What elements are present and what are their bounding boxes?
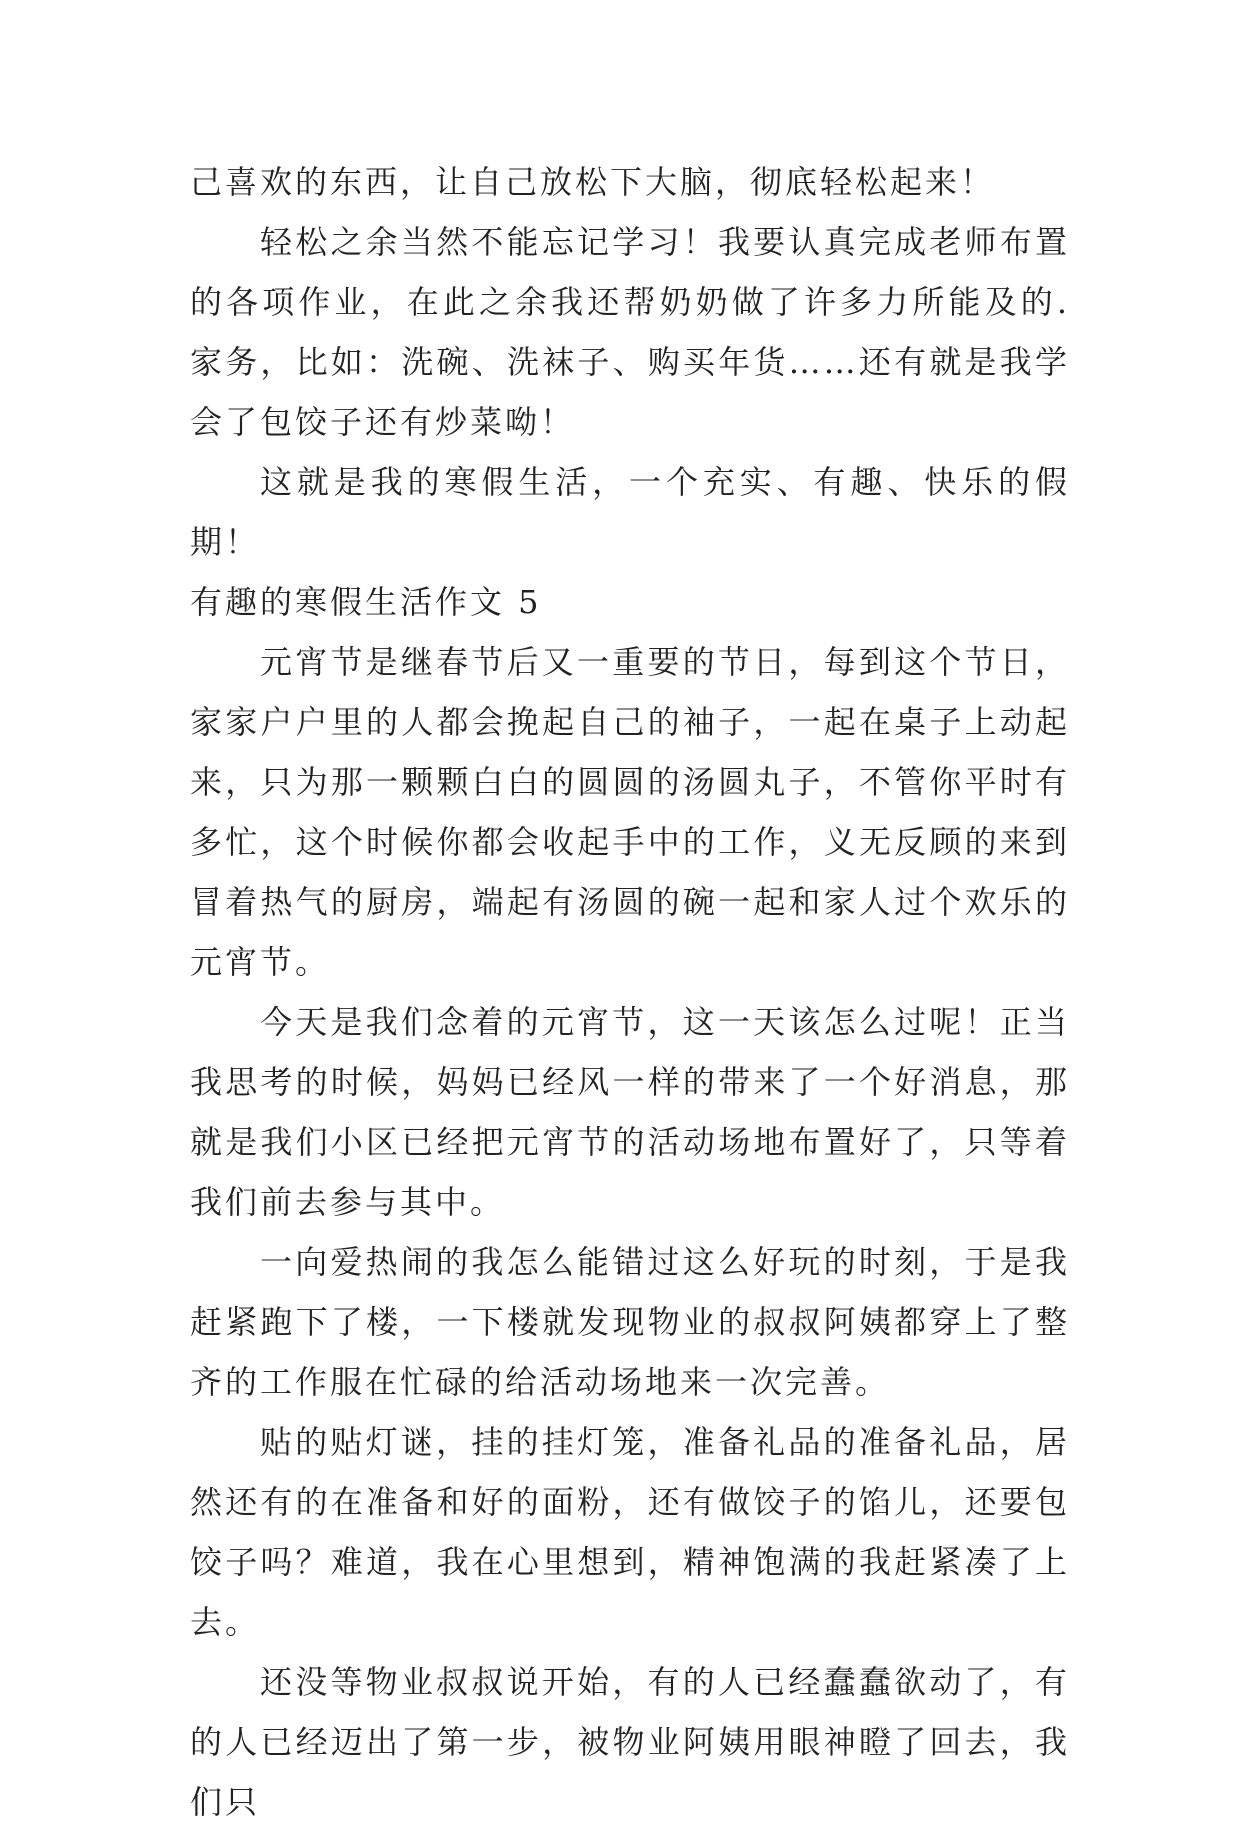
essay-body [190, 152, 1070, 1832]
paragraph-continuation: 己喜欢的东西，让自己放松下大脑，彻底轻松起来！ [190, 163, 996, 201]
paragraph: 还没等物业叔叔说开始，有的人已经蠢蠢欲动了，有的人已经迈出了第一步，被物业阿姨用眼神瞪了回去，我们只 [190, 1663, 1070, 1821]
paragraph: 元宵节是继春节后又一重要的节日，每到这个节日，家家户户里的人都会挽起自己的袖子，一起在桌子上动起来，只为那一颗颗白白的圆圆的汤圆丸子，不管你平时有多忙，这个时候你都会收起手中的工作，义无反顾的来到冒着热气的厨房，端起有汤圆的碗一起和家人过个欢乐的元宵节。 [190, 643, 1070, 981]
paragraph: 轻松之余当然不能忘记学习！我要认真完成老师布置的各项作业，在此之余我还帮奶奶做了许多力所能及的.家务，比如：洗碗、洗袜子、购买年货……还有就是我学会了包饺子还有炒菜呦！ [190, 223, 1070, 441]
essay-title: 有趣的寒假生活作文 5 [190, 583, 542, 621]
paragraph: 今天是我们念着的元宵节，这一天该怎么过呢！正当我思考的时候，妈妈已经风一样的带来了一个好消息，那就是我们小区已经把元宵节的活动场地布置好了，只等着我们前去参与其中。 [190, 1003, 1070, 1221]
paragraph: 一向爱热闹的我怎么能错过这么好玩的时刻，于是我赶紧跑下了楼，一下楼就发现物业的叔叔阿姨都穿上了整齐的工作服在忙碌的给活动场地来一次完善。 [190, 1243, 1070, 1401]
paragraph: 贴的贴灯谜，挂的挂灯笼，准备礼品的准备礼品，居然还有的在准备和好的面粉，还有做饺子的馅儿，还要包饺子吗？难道，我在心里想到，精神饱满的我赶紧凑了上去。 [190, 1423, 1070, 1641]
paragraph: 这就是我的寒假生活，一个充实、有趣、快乐的假期！ [190, 463, 1070, 561]
